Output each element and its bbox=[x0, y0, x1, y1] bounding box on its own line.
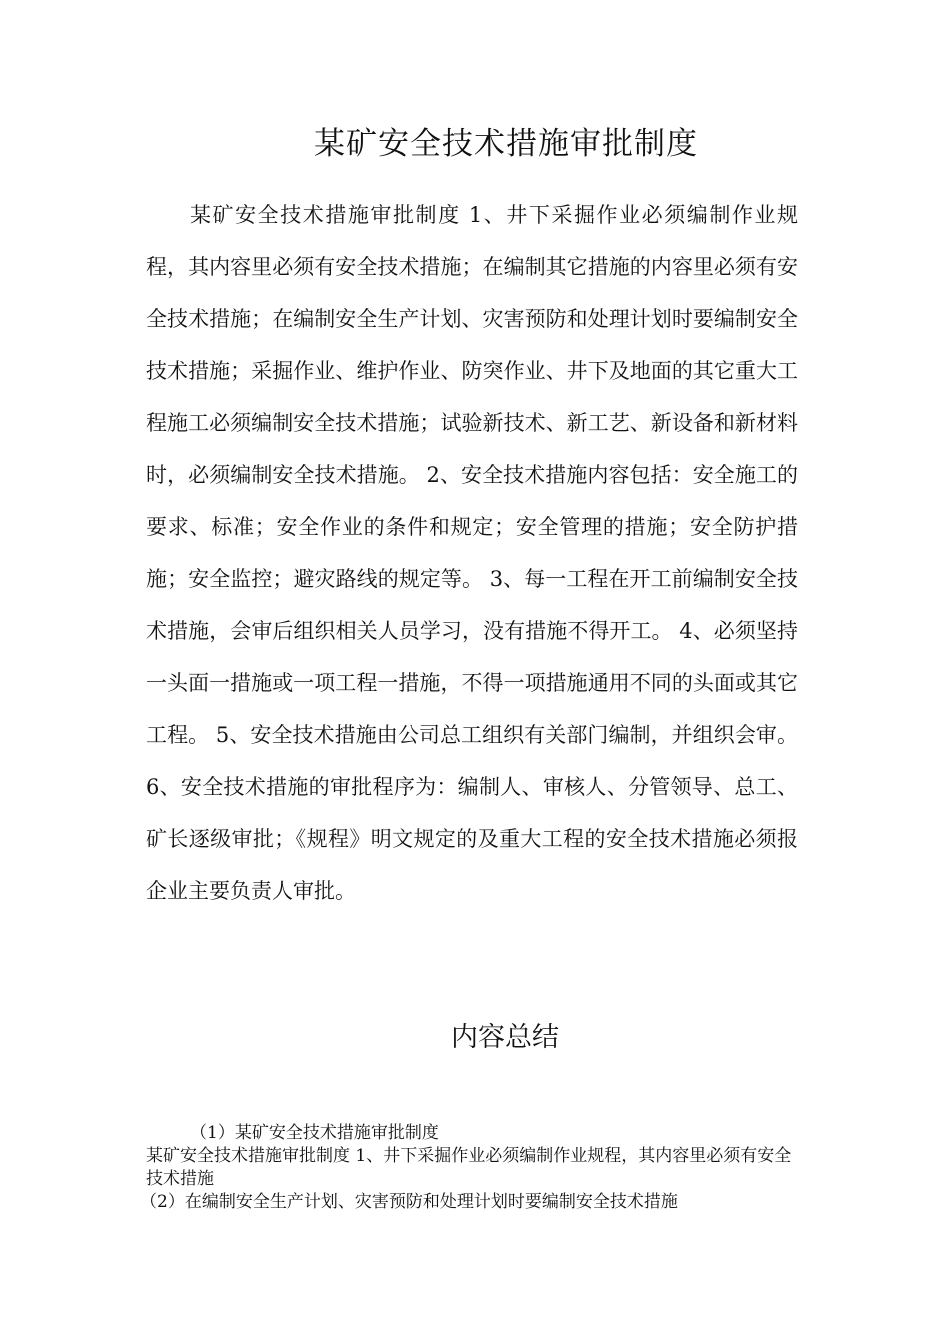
document-body: 某矿安全技术措施审批制度 1、井下采掘作业必须编制作业规程，其内容里必须有安全技术措施；在编制其它措施的内容里必须有安全技术措施；在编制安全生产计划、灾害预防和处理计划时要编制安全技术措施；采掘作业、维护作业、防突作业、井下及地面的其它重大工程施工必须编制安全技术措施；试验新技术、新工艺、新设备和新材料时，必须编制安全技术措施。 2、安全技术措施内容包括：安全施工的要求、标准；安全作业的条件和规定；安全管理的措施；安全防护措施；安全监控；避灾路线的规定等。 3、每一工程在开工前编制安全技术措施，会审后组织相关人员学习，没有措施不得开工。 4、必须坚持一头面一措施或一项工程一措施，不得一项措施通用不同的头面或其它工程。 5、安全技术措施由公司总工组织有关部门编制，并组织会审。 6、安全技术措施的审批程序为：编制人、审核人、分管领导、总工、矿长逐级审批；《规程》明文规定的及重大工程的安全技术措施必须报企业主要负责人审批。 bbox=[146, 203, 798, 903]
summary-item-2-head: （2）在编制安全生产计划、灾害预防和处理计划时要编制安全技术措施 bbox=[140, 1192, 678, 1212]
summary-item-1-body: 某矿安全技术措施审批制度 1、井下采掘作业必须编制作业规程，其内容里必须有安全技术措施 bbox=[146, 1146, 792, 1189]
summary-list bbox=[140, 1122, 806, 1214]
document-title: 某矿安全技术措施审批制度 bbox=[314, 126, 698, 162]
summary-title: 内容总结 bbox=[451, 1022, 559, 1053]
summary-item-1-head: （1）某矿安全技术措施审批制度 bbox=[190, 1123, 439, 1143]
